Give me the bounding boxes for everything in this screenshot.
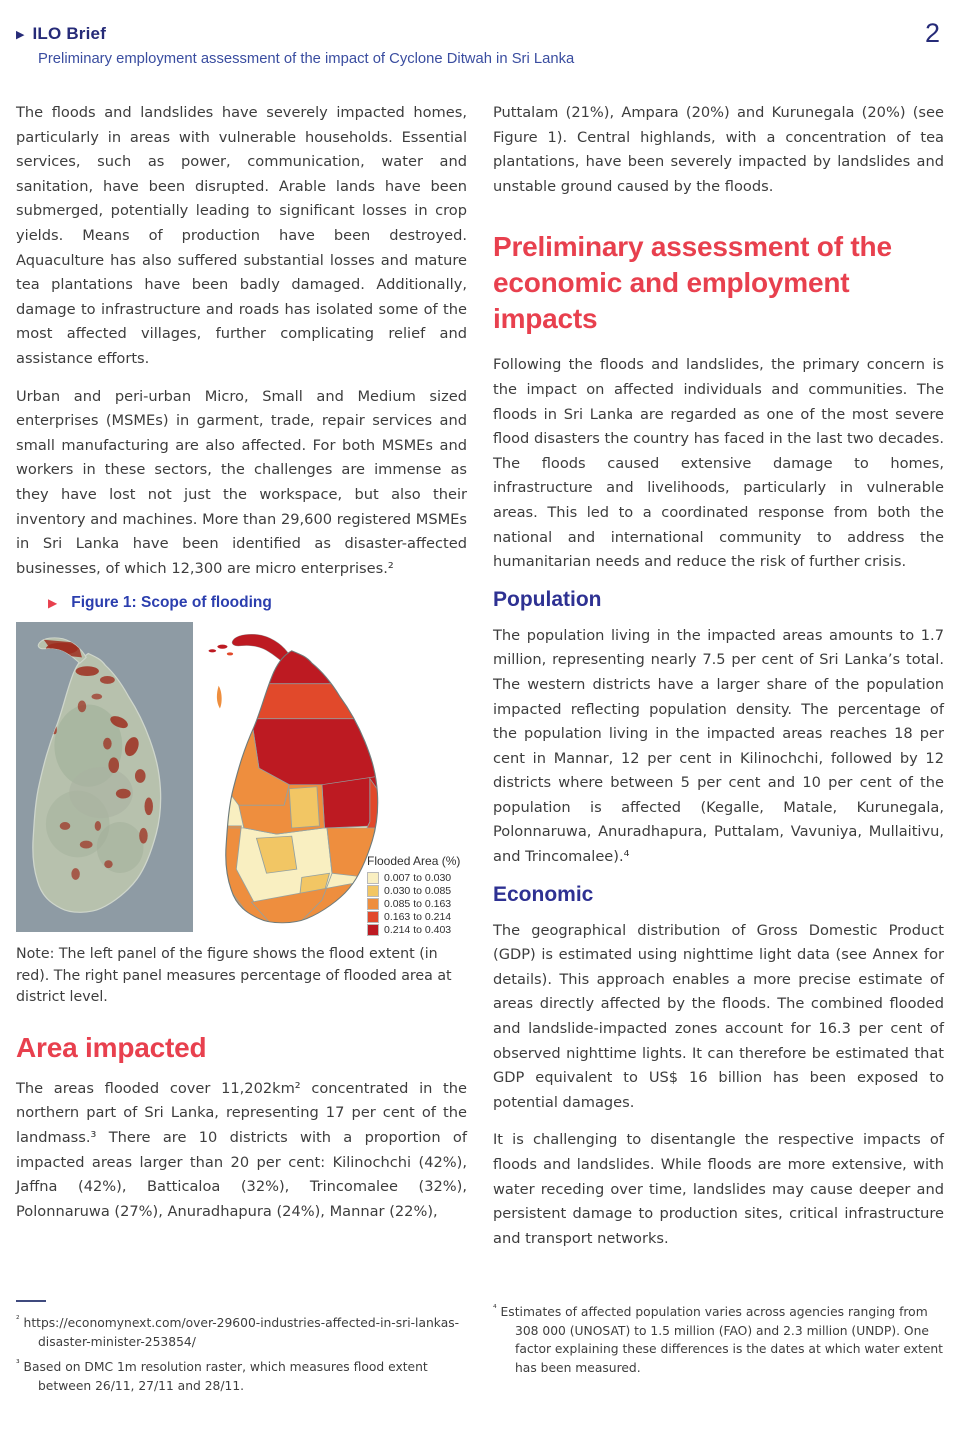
footnote-marker: ² — [16, 1315, 20, 1325]
legend-label: 0.030 to 0.085 — [384, 885, 452, 898]
footnotes — [16, 1300, 942, 1399]
caption-arrow-icon: ▶ — [48, 596, 58, 611]
footnote-divider — [16, 1300, 46, 1302]
legend-label: 0.214 to 0.403 — [384, 924, 452, 937]
legend-label: 0.085 to 0.163 — [384, 898, 452, 911]
legend-swatch — [367, 911, 379, 923]
page-number: 2 — [924, 18, 940, 48]
footnote-4 — [493, 1300, 944, 1377]
section-heading-area-impacted: Area impacted — [16, 1031, 207, 1063]
paragraph: The population living in the impacted areas amounts to 1.7 million, representing nearly 7.5 per cent of Sri Lanka’s total. The western districts have a larger share of the population impacted reflecting population density. The percentage of the population living in the impacted areas reaches 18 per cent in Mannar, 12 per cent in Kilinochchi, followed by 12 districts where between 5 per cent and 10 per cent of the population is affected (Kegalle, Matale, Kurunegala, Polonnaruwa, Anuradhapura, Puttalam, Vavuniya, Mullaitivu, and Trincomalee).⁴ — [493, 626, 944, 866]
document-subtitle: Preliminary employment assessment of the impact of Cyclone Ditwah in Sri Lanka — [38, 51, 575, 67]
footnotes-left — [16, 1300, 467, 1399]
footnote-text: Estimates of affected population varies across agencies ranging from 308 000 (UNOSAT) to 1.5 million (FAO) and 2.3 million (UNDP). One factor explaining these differences is the dates at which water extent has been measured. — [500, 1305, 943, 1375]
legend-item — [367, 911, 467, 923]
footnote-marker: ³ — [16, 1359, 20, 1370]
legend-swatch — [367, 885, 379, 897]
section-heading-preliminary-assessment: Preliminary assessment of the economic and employment impacts — [493, 231, 892, 335]
content-columns — [0, 67, 977, 1264]
subsection-heading-economic: Economic — [493, 882, 594, 906]
legend-label: 0.163 to 0.214 — [384, 911, 452, 924]
legend-rows — [367, 872, 467, 936]
figure-caption-label: Figure 1: Scope of flooding — [71, 594, 272, 612]
brand-arrow-icon: ▶ — [16, 27, 25, 41]
legend-swatch — [367, 924, 379, 936]
legend-item — [367, 924, 467, 936]
paragraph: The geographical distribution of Gross Domestic Product (GDP) is estimated using nighttime light data (see Annex for details). This approach enables a more precise estimate of areas directly affected by the floods. The combined flooded and landslide-impacted zones account for 16.3 per cent of observed nighttime lights. It can therefore be estimated that GDP equivalent to US$ 16 billion has been exposed to potential damages. — [493, 921, 944, 1111]
paragraph: It is challenging to disentangle the respective impacts of floods and landslides. While floods are more extensive, with water receding over time, landslides may cause deeper and persistent damage to production sites, critical infrastructure and transport networks. — [493, 1131, 944, 1247]
figure-1 — [16, 622, 467, 937]
map-legend — [367, 854, 467, 937]
legend-label: 0.007 to 0.030 — [384, 872, 452, 885]
legend-item — [367, 885, 467, 897]
legend-swatch — [367, 872, 379, 884]
legend-title: Flooded Area (%) — [367, 854, 461, 869]
footnote-3 — [16, 1355, 467, 1395]
footnote-marker: ⁴ — [493, 1304, 497, 1314]
legend-swatch — [367, 898, 379, 910]
flood-extent-map — [16, 622, 193, 932]
paragraph: Puttalam (21%), Ampara (20%) and Kurunegala (20%) (see Figure 1). Central highlands, with a concentration of tea plantations, have been severely impacted by landslides and unstable ground caused by the floods. — [493, 104, 944, 195]
footnote-text: Based on DMC 1m resolution raster, which measures flood extent between 26/11, 27/11 and 28/11. — [23, 1360, 428, 1393]
footnotes-right — [493, 1300, 944, 1399]
footnote-text: https://economynext.com/over-29600-industries-affected-in-sri-lankas-disaster-minister-253854/ — [23, 1316, 460, 1349]
brand-title: ILO Brief — [32, 24, 107, 43]
brand-row — [16, 24, 942, 44]
paragraph: Urban and peri-urban Micro, Small and Medium sized enterprises (MSMEs) in garment, trade, repair services and small manufacturing are also affected. For both MSMEs and workers in these sectors, the challenges are immense as they have lost not just the workspace, but also their inventory and machines. More than 29,600 registered MSMEs in Sri Lanka have been identified as disaster-affected businesses, of which 12,300 are micro enterprises.² — [16, 387, 467, 577]
right-column — [493, 101, 944, 1264]
paragraph: The floods and landslides have severely impacted homes, particularly in areas with vulnerable households. Essential services, such as power, communication, water and sanitation, have been disrupted. Arable lands have been submerged, potentially leading to significant losses in crop yields. Means of production have been destroyed. Aquaculture has also suffered substantial losses and mature tea plantations have been badly damaged. Additionally, damage to infrastructure and roads has isolated some of the most affected villages, further complicating relief and assistance efforts. — [16, 104, 467, 367]
legend-item — [367, 872, 467, 884]
legend-item — [367, 898, 467, 910]
paragraph: Following the floods and landslides, the primary concern is the impact on affected individuals and communities. The floods in Sri Lanka are regarded as one of the most severe flood disasters the country has faced in the last two decades. The floods caused extensive damage to homes, infrastructure and livelihoods, particularly in vulnerable areas. This led to a coordinated response from both the national and international community to address the humanitarian needs and reduce the risk of further crisis. — [493, 356, 944, 571]
footnote-2 — [16, 1311, 467, 1351]
figure-note: Note: The left panel of the figure shows the flood extent (in red). The right panel measures percentage of flooded area at district level. — [16, 946, 452, 1006]
subsection-heading-population: Population — [493, 587, 602, 611]
figure-caption — [48, 594, 467, 612]
left-column — [16, 101, 467, 1264]
paragraph: The areas flooded cover 11,202km² concentrated in the northern part of Sri Lanka, representing 17 per cent of the landmass.³ There are 10 districts with a proportion of impacted areas larger than 20 per cent: Kilinochchi (42%), Jaffna (42%), Batticaloa (32%), Trincomalee (32%), Polonnaruwa (27%), Anuradhapura (24%), Mannar (22%), — [16, 1079, 467, 1220]
page-header — [0, 0, 977, 67]
